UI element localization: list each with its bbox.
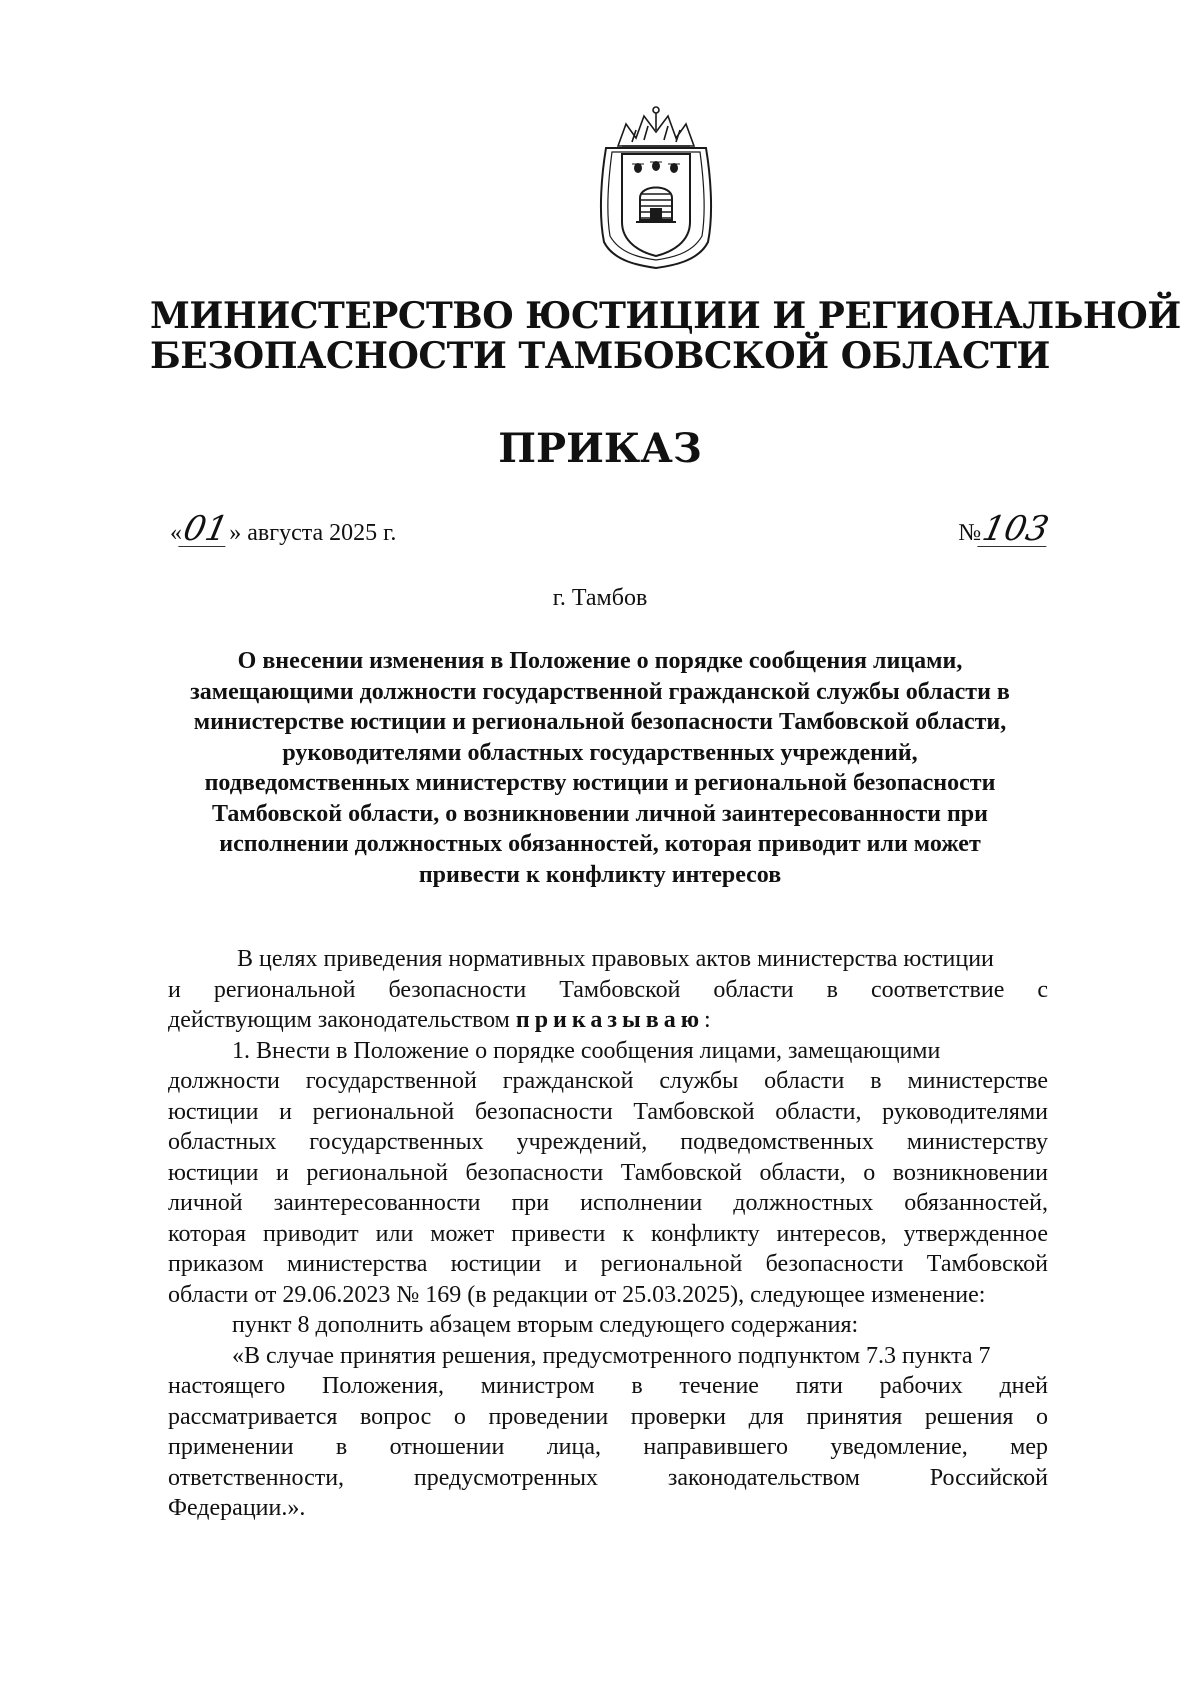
coat-of-arms-emblem [592,102,720,272]
ministry-name-line-1: МИНИСТЕРСТВО ЮСТИЦИИ И РЕГИОНАЛЬНОЙ [150,295,1181,337]
body-paragraph-2-line: области от 29.06.2023 № 169 (в редакции от 25.03.2025), следующее изменение: [168,1281,986,1308]
subject-line: руководителями областных государственных учреждений, [282,739,918,766]
body-paragraph-4-line: «В случае принятия решения, предусмотренного подпунктом 7.3 пункта 7 [232,1342,991,1369]
subject-line: исполнении должностных обязанностей, которая приводит или может [219,831,981,857]
body-paragraph-2-line: должности государственной гражданской службы области в министерстве [168,1068,1048,1094]
body-paragraph-4-line: ответственности, предусмотренных законодательством Российской [168,1464,1048,1491]
subject-line: замещающими должности государственной гражданской службы области в [190,678,1010,705]
ministry-name-line-2: БЕЗОПАСНОСТИ ТАМБОВСКОЙ ОБЛАСТИ [150,335,1050,377]
body-paragraph-4-line: применении в отношении лица, направившего уведомление, мер [168,1434,1048,1460]
body-paragraph-2-line: юстиции и региональной безопасности Тамбовской области, руководителями [168,1098,1048,1125]
body-paragraph-4-line: настоящего Положения, министром в течение пяти рабочих дней [168,1373,1048,1399]
subject-line: Тамбовской области, о возникновении личной заинтересованности при [212,800,988,827]
order-body [168,944,1048,1524]
body-paragraph-3-line: пункт 8 дополнить абзацем вторым следующего содержания: [232,1312,859,1338]
body-paragraph-2-line: приказом министерства юстиции и региональной безопасности Тамбовской [168,1251,1048,1277]
body-text-segment: : [704,1007,711,1033]
body-paragraph-2-line: 1. Внести в Положение о порядке сообщения лицами, замещающими [232,1037,941,1064]
body-paragraph-1-line: и региональной безопасности Тамбовской области в соответствие с [168,976,1048,1003]
order-subject [160,646,1040,890]
city: г. Тамбов [552,585,648,611]
body-paragraph-1-line [168,1005,1048,1036]
order-number [958,509,1053,549]
body-paragraph-2-line: личной заинтересованности при исполнении должностных обязанностей, [168,1190,1048,1216]
body-paragraph-2-line: юстиции и региональной безопасности Тамбовской области, о возникновении [168,1159,1048,1186]
number-handwritten: 103 [978,509,1053,549]
body-text-segment: действующим законодательством [168,1007,516,1033]
ministry-name [150,295,1181,377]
body-paragraph-2-line: которая приводит или может привести к конфликту интересов, утвержденное [168,1220,1048,1247]
subject-line: подведомственных министерству юстиции и региональной безопасности [204,770,996,796]
subject-line: министерстве юстиции и региональной безопасности Тамбовской области, [193,709,1007,735]
body-paragraph-2-line: областных государственных учреждений, подведомственных министерству [168,1129,1048,1155]
body-paragraph-1-line: В целях приведения нормативных правовых актов министерства юстиции [237,946,994,972]
order-title: ПРИКАЗ [498,425,702,472]
order-verb: приказываю [515,1007,705,1033]
body-paragraph-4-line: Федерации.». [168,1495,306,1521]
subject-line: О внесении изменения в Положение о порядке сообщения лицами, [237,648,963,674]
body-paragraph-4-line: рассматривается вопрос о проведении проверки для принятия решения о [168,1403,1048,1430]
date-month-year: » августа 2025 г. [229,520,397,546]
date-day-handwritten: 01 [179,509,232,549]
order-date [170,509,397,549]
date-open-quote: « [170,520,182,546]
subject-line: привести к конфликту интересов [418,861,782,888]
number-prefix: № [958,520,982,546]
